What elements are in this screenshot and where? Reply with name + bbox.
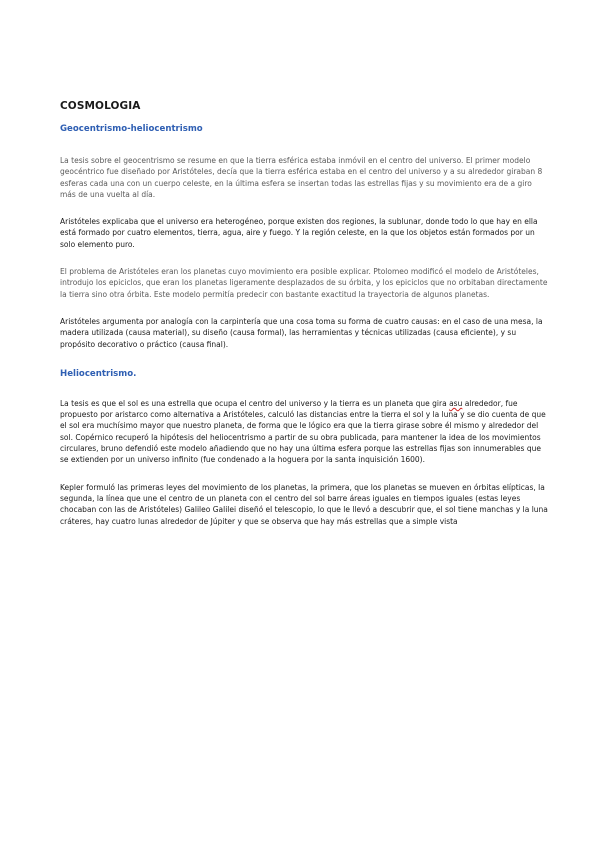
section-heading-heliocentrismo: Heliocentrismo. bbox=[60, 368, 137, 379]
section-heading-geocentrismo: Geocentrismo-heliocentrismo bbox=[60, 124, 203, 134]
paragraph-heliocentrismo-thesis bbox=[60, 398, 548, 466]
paragraph-kepler-galileo: Kepler formuló las primeras leyes del movimiento de los planetas, la primera, que los planetas se mueven en órbitas elípticas, la segunda, la línea que une el centro de un planeta con el centro del sol barre áreas iguales en tiempos iguales (estas leyes chocaban con las de Aristóteles) Galileo Galilei diseñó el telescopio, lo que le llevó a descubrir que, el sol tiene manchas y la luna cráteres, hay cuatro lunas alrededor de Júpiter y que se observa que hay más estrellas que a simple vista bbox=[60, 482, 548, 526]
thesis-text-start: La tesis es que el sol es una estrella que ocupa el centro del universo y la tierra es un planeta que gira bbox=[60, 398, 450, 408]
paragraph-aristoteles-regions: Aristóteles explicaba que el universo era heterogéneo, porque existen dos regiones, la sublunar, donde todo lo que hay en ella está formado por cuatro elementos, tierra, agua, aire y fuego. Y la región celeste, en la que los objetos están formados por un solo elemento puro. bbox=[60, 217, 538, 249]
spellcheck-marked-word: asu bbox=[449, 398, 463, 408]
paragraph-four-causes: Aristóteles argumenta por analogía con la carpintería que una cosa toma su forma de cuatro causas: en el caso de una mesa, la madera utilizada (causa material), su diseño (causa formal), las herramientas y técnicas utilizadas (causa eficiente), y su propósito decorativo o práctico (causa final). bbox=[60, 316, 543, 349]
paragraph-ptolomeo: El problema de Aristóteles eran los planetas cuyo movimiento era posible explicar. Ptolomeo modificó el modelo de Aristóteles, introdujo los epiciclos, que eran los planetas ligeramente desplazados de su órbita, y los epiciclos que no orbitaban directamente la tierra sino otra órbita. Este modelo permitía predecir con bastante exactitud la trayectoria de algunos planetas. bbox=[60, 267, 548, 299]
paragraph-geocentrismo-thesis: La tesis sobre el geocentrismo se resume en que la tierra esférica estaba inmóvil en el centro del universo. El primer modelo geocéntrico fue diseñado por Aristóteles, decía que la tierra esférica estaba en el centro del universo y a su alrededor giraban 8 esferas cada una con un cuerpo celeste, en la última esfera se insertan todas las estrellas fijas y su movimiento era de a giro más de una vuelta al día. bbox=[60, 156, 543, 199]
document-title: COSMOLOGIA bbox=[60, 100, 141, 112]
document-page bbox=[60, 100, 548, 543]
thesis-text-end: alrededor, fue propuesto por aristarco como alternativa a Aristóteles, calculó las distancias entre la tierra el sol y la luna y se dio cuenta de que el sol era muchísimo mayor que nuestro planeta, de forma que le lógico era que la tierra girase sobre él mismo y alrededor del sol. Copérnico recuperó la hipótesis del heliocentrismo a partir de su obra publicada, para mantener la idea de los movimientos circulares, bruno defendió este modelo añadiendo que no hay una última esfera porque las estrellas fijas son innumerables que se extienden por un universo infinito (fue condenado a la hoguera por la santa inquisición 1600). bbox=[60, 398, 546, 465]
